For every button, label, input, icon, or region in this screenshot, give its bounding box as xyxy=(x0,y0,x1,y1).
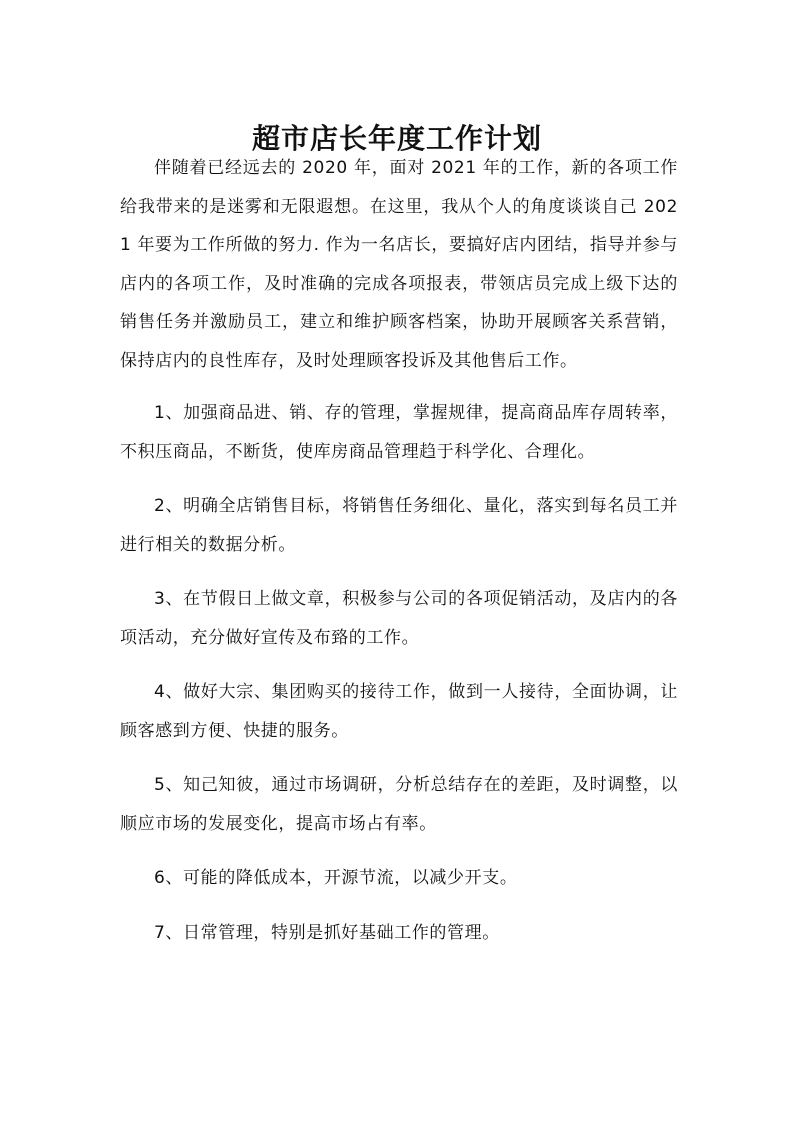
document-body xyxy=(120,149,678,968)
plan-item-5: 5、知己知彼，通过市场调研，分析总结存在的差距，及时调整，以顺应市场的发展变化，提高市场占有率。 xyxy=(120,775,678,834)
document-title: 超市店长年度工作计划 xyxy=(251,121,542,155)
plan-item-3: 3、在节假日上做文章，积极参与公司的各项促销活动，及店内的各项活动，充分做好宣传及布臵的工作。 xyxy=(120,589,678,648)
intro-paragraph: 伴随着已经远去的 2020 年，面对 2021 年的工作，新的各项工作给我带来的是迷雾和无限遐想。在这里，我从个人的角度谈谈自己 2021 年要为工作所做的努力. 作为一名店长，要搞好店内团结，指导并参与店内的各项工作，及时准确的完成各项报表，带领店员完成上级下达的销售任务并激励员工，建立和维护顾客档案，协助开展顾客关系营销，保持店内的良性库存，及时处理顾客投诉及其他售后工作。 xyxy=(120,158,678,371)
plan-item-2: 2、明确全店销售目标，将销售任务细化、量化，落实到每名员工并进行相关的数据分析。 xyxy=(120,496,678,555)
plan-item-1: 1、加强商品进、销、存的管理，掌握规律，提高商品库存周转率，不积压商品，不断货，使库房商品管理趋于科学化、合理化。 xyxy=(120,403,678,462)
plan-item-4: 4、做好大宗、集团购买的接待工作，做到一人接待，全面协调，让顾客感到方便、快捷的服务。 xyxy=(120,682,678,741)
plan-item-6: 6、可能的降低成本，开源节流，以减少开支。 xyxy=(154,868,518,888)
plan-item-7: 7、日常管理，特别是抓好基础工作的管理。 xyxy=(154,922,500,943)
